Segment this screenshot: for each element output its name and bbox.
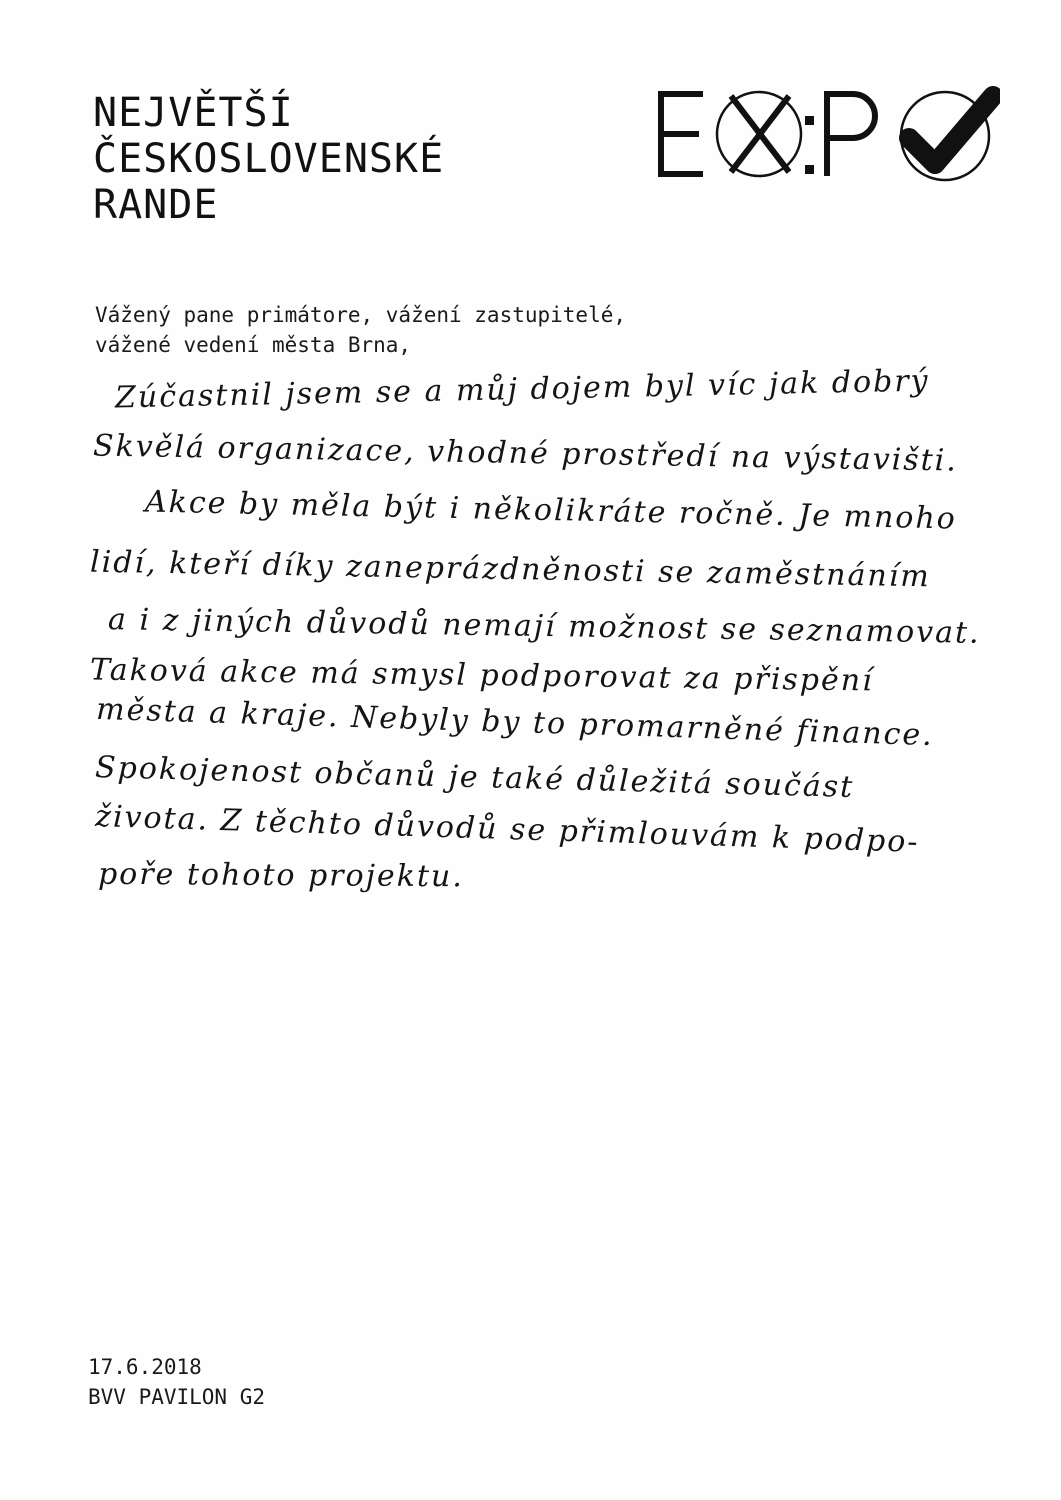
handwritten-line: města a kraje. Nebyly by to promarněné finance. [95, 691, 935, 754]
handwritten-line: lidí, kteří díky zaneprázdněnosti se zaměstnáním [89, 544, 932, 595]
handwritten-line: života. Z těchto důvodů se přimlouvám k podpo- [94, 799, 921, 860]
salutation-line-1: Vážený pane primátore, vážení zastupitelé, [95, 303, 627, 327]
title-line-1: NEJVĚTŠÍ [93, 90, 294, 136]
handwritten-line: Zúčastnil jsem se a můj dojem byl víc jak dobrý [114, 363, 930, 416]
handwritten-line: poře tohoto projektu. [97, 856, 464, 895]
handwritten-line: Akce by měla být i několikráte ročně. Je mnoho [144, 484, 958, 537]
handwritten-line: Spokojenost občanů je také důležitá součást [94, 750, 855, 805]
title-line-2: ČESKOSLOVENSKÉ [93, 136, 445, 182]
event-details [88, 1352, 265, 1412]
logo-text: EX:PO [655, 86, 658, 87]
handwritten-line: Skvělá organizace, vhodné prostředí na výstavišti. [92, 428, 959, 479]
event-date: 17.6.2018 [88, 1355, 202, 1379]
handwritten-line: a i z jiných důvodů nemají možnost se seznamovat. [107, 602, 981, 651]
salutation-line-2: vážené vedení města Brna, [95, 333, 412, 357]
handwritten-line: Taková akce má smysl podporovat za přispění [89, 652, 874, 699]
title-line-3: RANDE [93, 182, 219, 228]
event-venue: BVV PAVILON G2 [88, 1385, 266, 1409]
